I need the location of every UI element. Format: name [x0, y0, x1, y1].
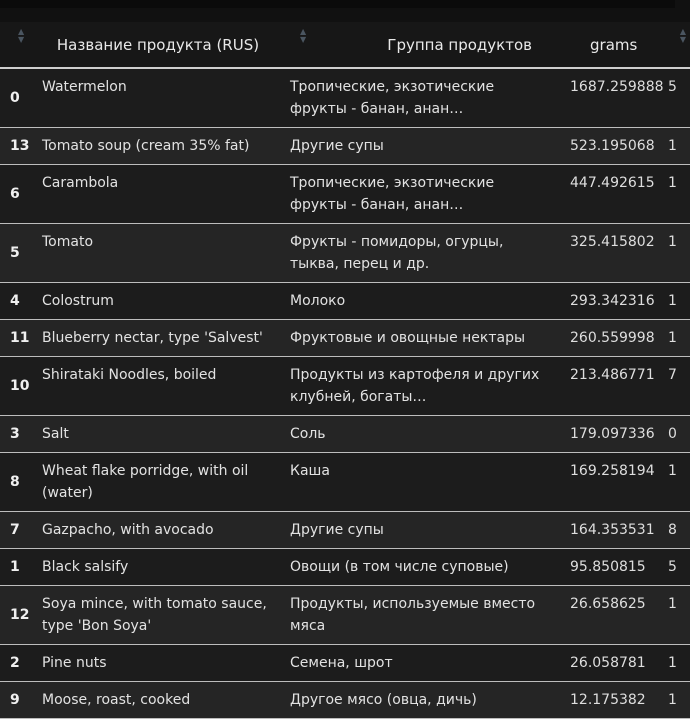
row-index: 5 — [10, 245, 20, 261]
grams-cell: 325.415802 — [570, 234, 655, 250]
extra-cell: 5 — [668, 79, 677, 95]
sort-icon[interactable]: ▲ ▼ — [300, 27, 307, 44]
product-name-cell: Colostrum — [42, 293, 114, 309]
sort-icon[interactable]: ▲ ▼ — [18, 27, 25, 44]
product-group-cell: Тропические, экзотические фрукты - банан, анан… — [290, 175, 495, 213]
extra-cell: 1 — [668, 692, 677, 708]
grams-cell: 95.850815 — [570, 559, 646, 575]
extra-cell: 8 — [668, 522, 677, 538]
product-group-cell: Продукты из картофеля и других клубней, богаты… — [290, 367, 540, 405]
product-name-cell: Watermelon — [42, 79, 127, 95]
table-row — [0, 453, 690, 512]
header-product-name[interactable]: Название продукта (RUS) — [34, 22, 282, 68]
extra-cell: 5 — [668, 559, 677, 575]
product-group-cell: Продукты, используемые вместо мяса — [290, 596, 536, 634]
row-index: 0 — [10, 90, 20, 106]
product-name-cell: Gazpacho, with avocado — [42, 522, 214, 538]
product-group-cell: Тропические, экзотические фрукты - банан, анан… — [290, 79, 495, 117]
extra-cell: 1 — [668, 330, 677, 346]
product-name-cell: Blueberry nectar, type 'Salvest' — [42, 330, 263, 346]
extra-cell: 1 — [668, 175, 677, 191]
table-row — [0, 224, 690, 283]
header-index[interactable] — [0, 22, 34, 68]
product-name-cell: Tomato soup (cream 35% fat) — [42, 138, 250, 154]
table-row — [0, 357, 690, 416]
extra-cell: 1 — [668, 234, 677, 250]
output-top-bar — [0, 0, 675, 8]
product-group-cell: Другие супы — [290, 138, 384, 154]
grams-cell: 12.175382 — [570, 692, 646, 708]
grams-cell: 213.486771 — [570, 367, 655, 383]
grams-cell: 523.195068 — [570, 138, 655, 154]
table-row — [0, 128, 690, 165]
grams-cell: 179.097336 — [570, 426, 655, 442]
sort-icon[interactable]: ▲ ▼ — [679, 27, 686, 44]
row-index: 10 — [10, 378, 30, 394]
product-name-cell: Shirataki Noodles, boiled — [42, 367, 217, 383]
grams-cell: 26.658625 — [570, 596, 646, 612]
product-group-cell: Молоко — [290, 293, 346, 309]
grams-cell: 169.258194 — [570, 463, 655, 479]
header-product-group[interactable]: ▲ ▼ Группа продуктов — [282, 22, 562, 68]
data-table — [0, 22, 690, 719]
row-index: 2 — [10, 655, 20, 671]
product-group-cell: Семена, шрот — [290, 655, 393, 671]
extra-cell: 1 — [668, 463, 677, 479]
product-name-cell: Black salsify — [42, 559, 129, 575]
table-row — [0, 682, 690, 719]
header-grams[interactable]: grams — [562, 22, 662, 68]
row-index: 9 — [10, 692, 20, 708]
product-name-cell: Carambola — [42, 175, 119, 191]
row-index: 3 — [10, 426, 20, 442]
table-row — [0, 68, 690, 128]
product-group-cell: Овощи (в том числе суповые) — [290, 559, 509, 575]
grams-cell: 260.559998 — [570, 330, 655, 346]
row-index: 4 — [10, 293, 20, 309]
row-index: 8 — [10, 474, 20, 490]
grams-cell: 447.492615 — [570, 175, 655, 191]
extra-cell: 7 — [668, 367, 677, 383]
extra-cell: 1 — [668, 293, 677, 309]
row-index: 6 — [10, 186, 20, 202]
row-index: 12 — [10, 607, 30, 623]
row-index: 1 — [10, 559, 20, 575]
grams-cell: 164.353531 — [570, 522, 655, 538]
extra-cell: 1 — [668, 655, 677, 671]
table-row — [0, 283, 690, 320]
product-name-cell: Tomato — [42, 234, 94, 250]
extra-cell: 1 — [668, 596, 677, 612]
table-row — [0, 586, 690, 645]
row-index: 7 — [10, 522, 20, 538]
product-group-cell: Фрукты - помидоры, огурцы, тыква, перец и др. — [290, 234, 504, 272]
grams-cell: 293.342316 — [570, 293, 655, 309]
grams-cell: 1687.259888 — [570, 79, 664, 95]
product-group-cell: Соль — [290, 426, 326, 442]
product-group-cell: Другие супы — [290, 522, 384, 538]
table-row — [0, 320, 690, 357]
product-name-cell: Wheat flake porridge, with oil (water) — [42, 463, 249, 501]
table-header-row — [0, 22, 690, 68]
product-name-cell: Pine nuts — [42, 655, 107, 671]
table-row — [0, 512, 690, 549]
table-row — [0, 645, 690, 682]
product-name-cell: Salt — [42, 426, 69, 442]
product-name-cell: Soya mince, with tomato sauce, type 'Bon Soya' — [42, 596, 267, 634]
product-group-cell: Каша — [290, 463, 330, 479]
extra-cell: 1 — [668, 138, 677, 154]
row-index: 11 — [10, 330, 30, 346]
product-group-cell: Другое мясо (овца, дичь) — [290, 692, 477, 708]
product-name-cell: Moose, roast, cooked — [42, 692, 191, 708]
table-row — [0, 165, 690, 224]
table-row — [0, 549, 690, 586]
grams-cell: 26.058781 — [570, 655, 646, 671]
table-row — [0, 416, 690, 453]
extra-cell: 0 — [668, 426, 677, 442]
header-extra[interactable] — [662, 22, 690, 68]
product-group-cell: Фруктовые и овощные нектары — [290, 330, 526, 346]
row-index: 13 — [10, 138, 30, 154]
